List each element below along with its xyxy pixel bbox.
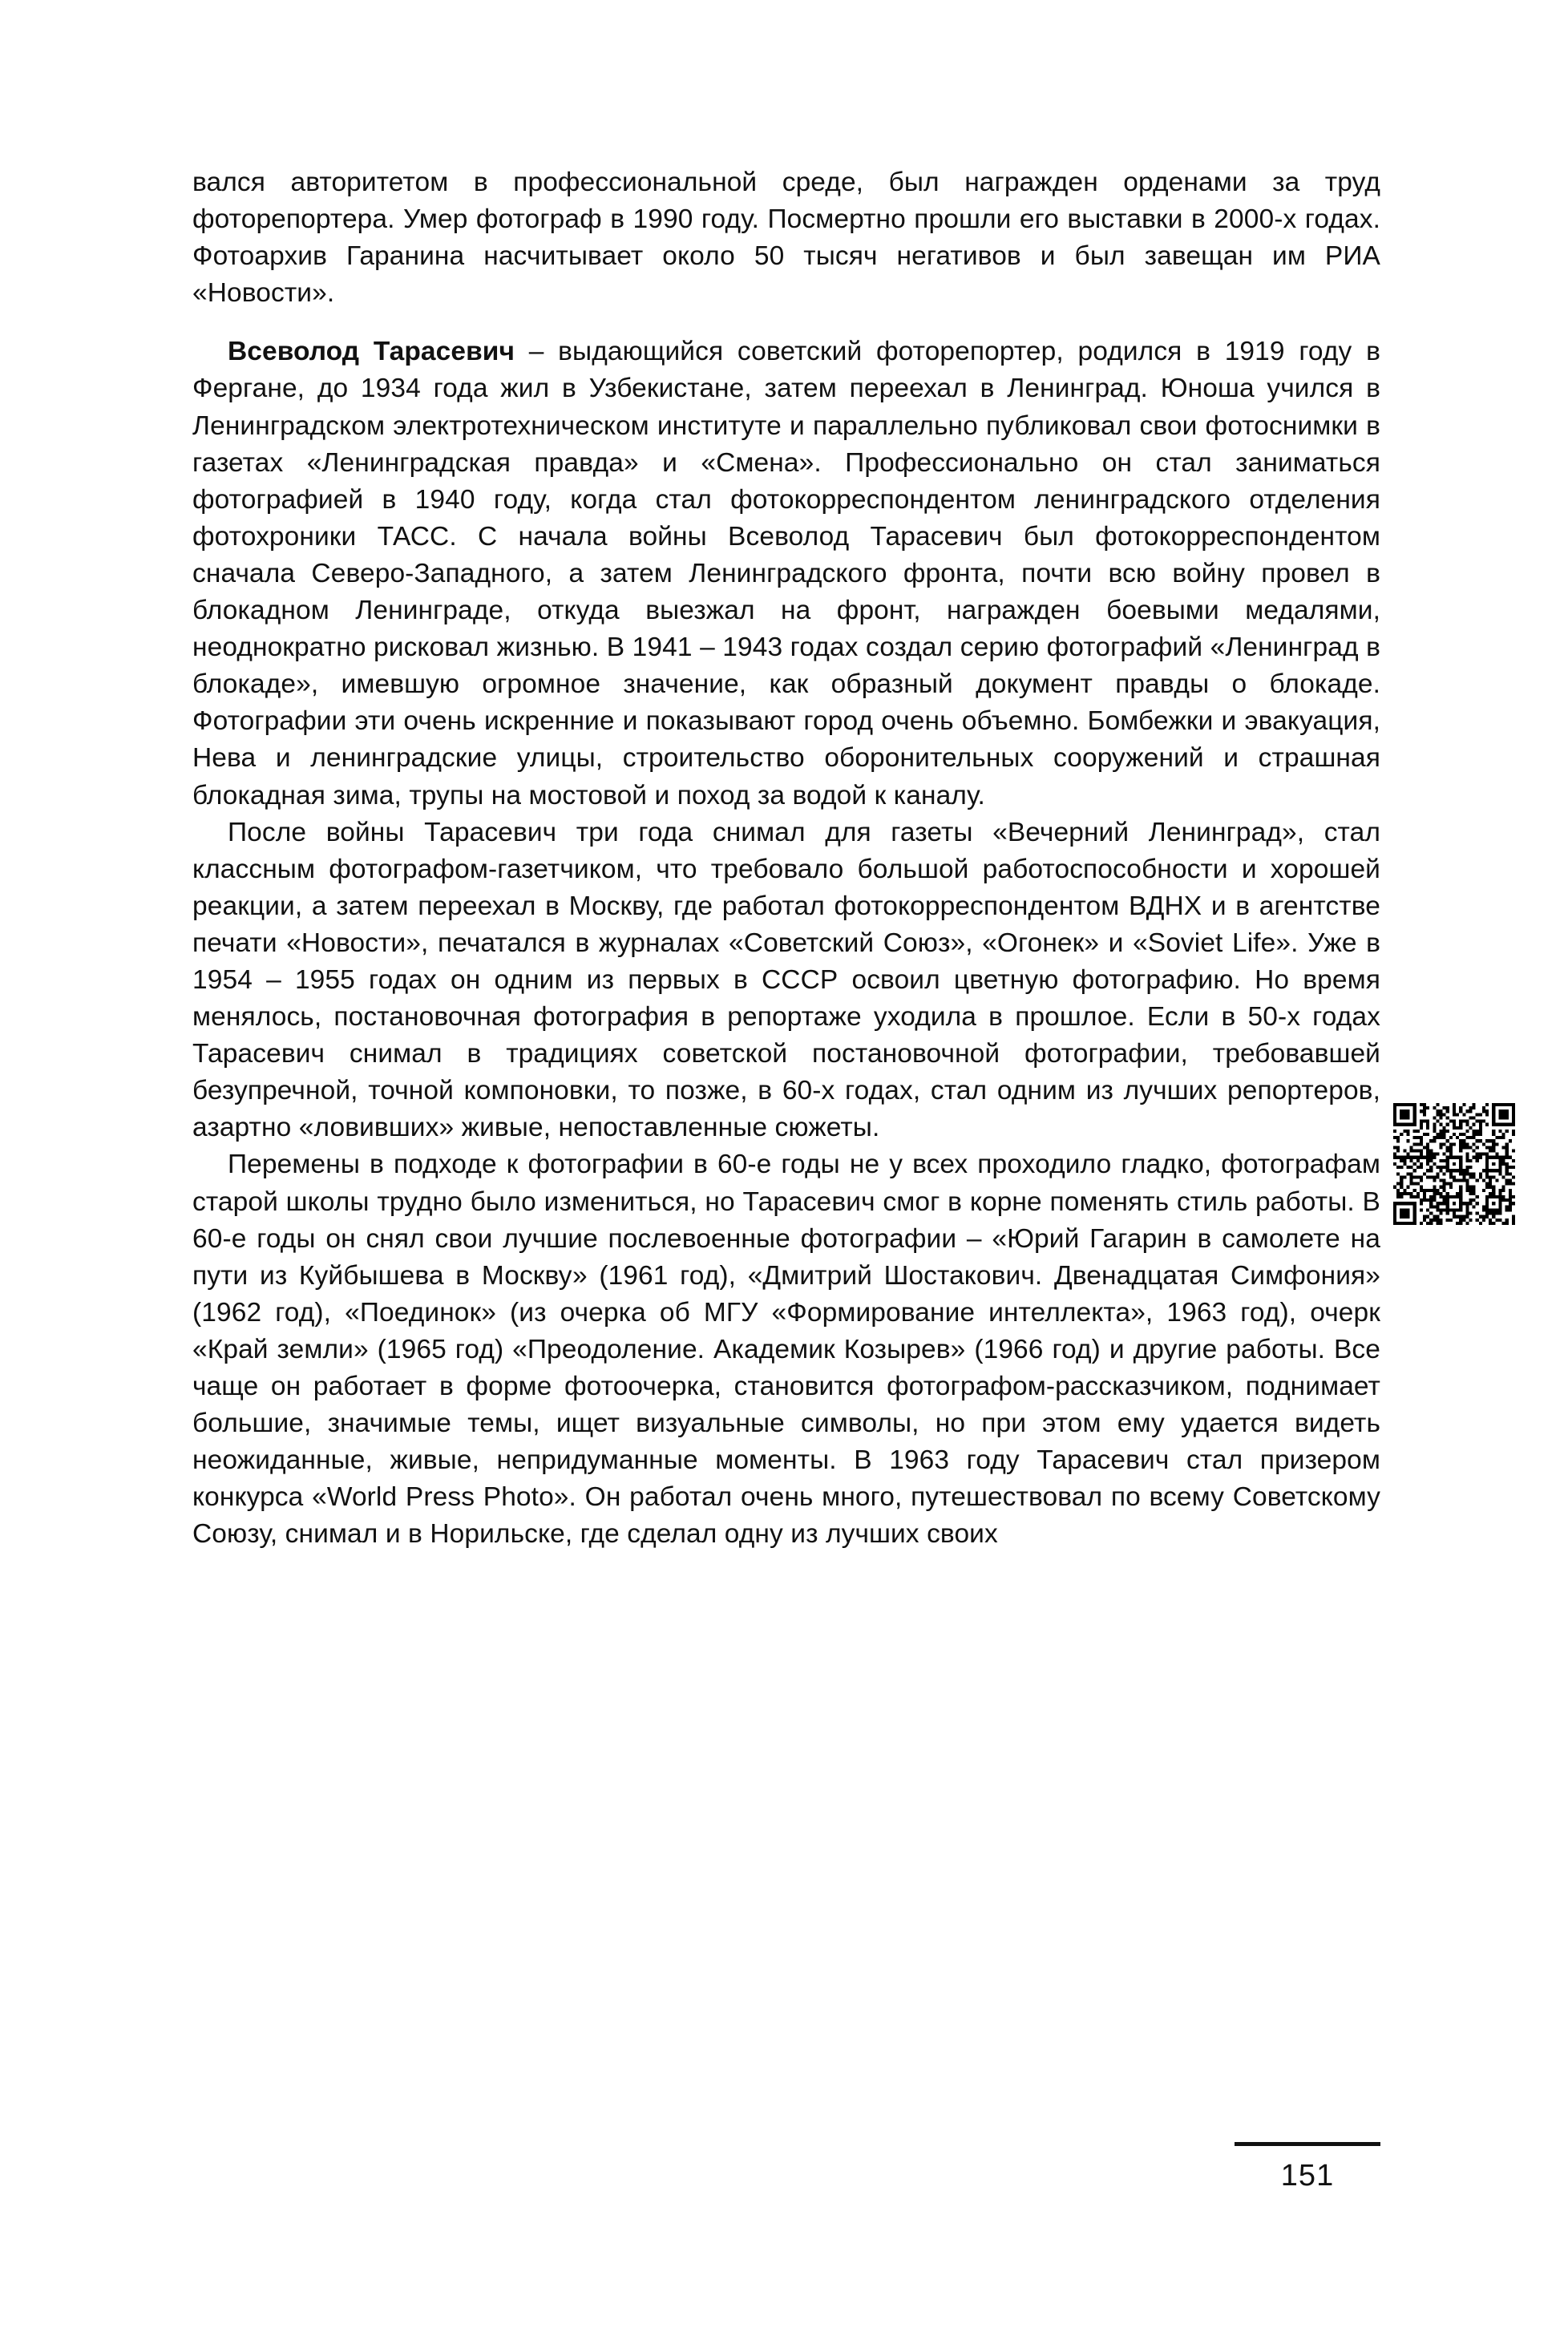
page-footer [0,2142,1568,2254]
paragraph-3 [192,814,1380,1147]
paragraph-4 [192,1146,1380,1553]
paragraph-3-text: После войны Тарасевич три года снимал для газеты «Вечерний Ленинград», стал классным фотографом-газетчиком, что требовало большой работоспособности и хорошей реакции, а затем переехал в Москву, где работал фотокорреспондентом ВДНХ и в агентстве печати «Новости», печатался в журналах «Советский Союз», «Огонек» и «Soviet Life». Уже в 1954 – 1955 годах он одним из первых в СССР освоил цветную фотографию. Но время менялось, постановочная фотография в репортаже уходила в прошлое. Если в 50-х годах Тарасевич снимал в традициях советской постановочной фотографии, требовавшей безупречной, точной компоновки, то позже, в 60-х годах, стал одним из лучших репортеров, азартно «ловивших» живые, непоставленные сюжеты. [192,817,1380,1143]
paragraph-2 [192,333,1380,814]
paragraph-1 [192,164,1380,312]
paragraph-1-text: вался авторитетом в профессиональной среде, был награжден орденами за труд фоторепортера. Умер фотограф в 1990 году. Посмертно прошли его выставки в 2000-х годах. Фотоархив Гаранина насчитывает около 50 тысяч негативов и был завещан им РИА «Новости». [192,168,1380,309]
page-number: 151 [1280,2159,1335,2193]
paragraph-2-text: – выдающийся советский фоторепортер, родился в 1919 году в Фергане, до 1934 года жил в Узбекистане, затем переехал в Ленинград. Юноша учился в Ленинградском электротехническом институте и параллельно публиковал свои фотоснимки в газетах «Ленинградская правда» и «Смена». Профессионально он стал заниматься фотографией в 1940 году, когда стал фотокорреспондентом ленинградского отделения фотохроники ТАСС. С начала войны Всеволод Тарасевич был фотокорреспондентом сначала Северо-Западного, а затем Ленинградского фронта, почти всю войну провел в блокадном Ленинграде, откуда выезжал на фронт, награжден боевыми медалями, неоднократно рисковал жизнью. В 1941 – 1943 годах создал серию фотографий «Ленинград в блокаде», имевшую огромное значение, как образный документ правды о блокаде. Фотографии эти очень искренние и показывают город очень объемно. Бомбежки и эвакуация, Нева и ленинградские улицы, строительство оборонительных сооружений и страшная блокадная зима, трупы на мостовой и поход за водой к каналу. [192,337,1380,810]
footer-rule [1235,2142,1380,2146]
body-text-column [192,164,1380,1553]
qr-code-icon [1393,1103,1515,1225]
paragraph-2-bold-lead: Всеволод Тарасевич [228,337,515,367]
paragraph-4-text: Перемены в подходе к фотографии в 60-е годы не у всех проходило гладко, фотографам старой школы трудно было измениться, но Тарасевич смог в корне поменять стиль работы. В 60-е годы он снял свои лучшие послевоенные фотографии – «Юрий Гагарин в самолете на пути из Куйбышева в Москву» (1961 год), «Дмитрий Шостакович. Двенадцатая Симфония» (1962 год), «Поединок» (из очерка об МГУ «Формирование интеллекта», 1963 год), очерк «Край земли» (1965 год) «Преодоление. Академик Козырев» (1966 год) и другие работы. Все чаще он работает в форме фотоочерка, становится фотографом-рассказчиком, поднимает большие, значимые темы, ищет визуальные символы, но при этом ему удается видеть неожиданные, живые, непридуманные моменты. В 1963 году Тарасевич стал призером конкурса «World Press Photo». Он работал очень много, путешествовал по всему Советскому Союзу, снимал и в Норильске, где сделал одну из лучших своих [192,1150,1380,1550]
